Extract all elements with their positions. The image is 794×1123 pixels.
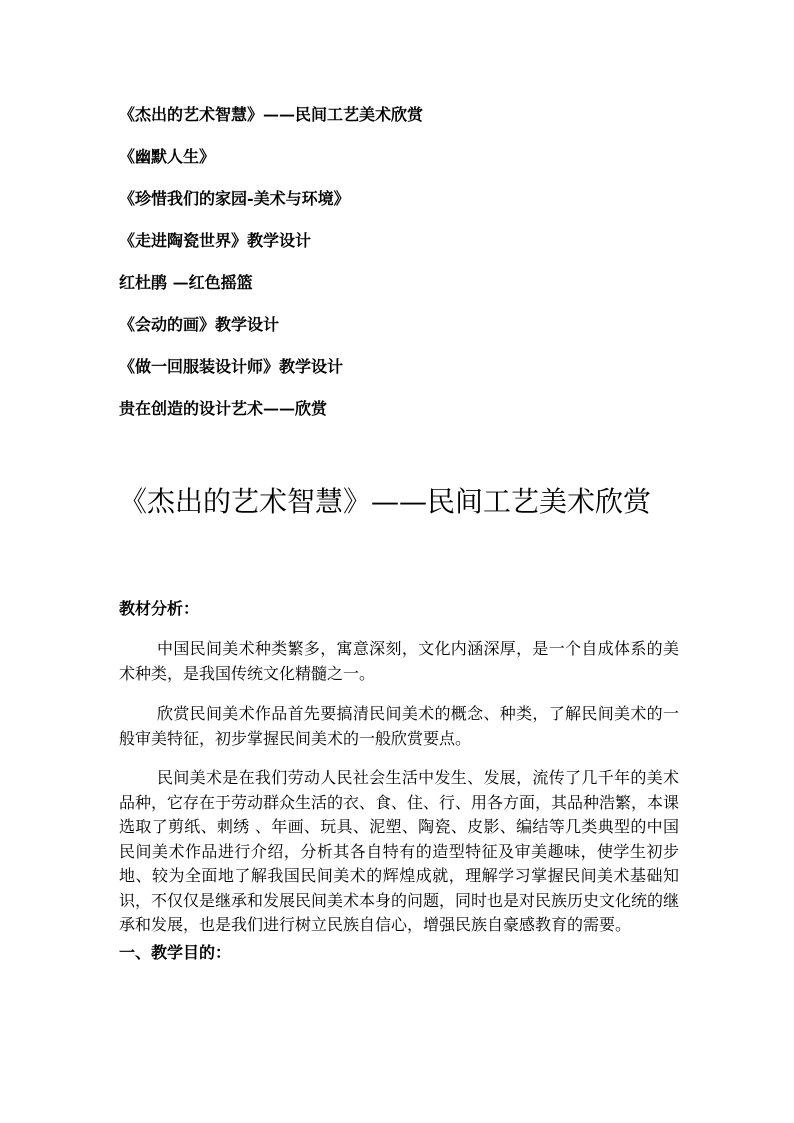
material-analysis-heading: 教材分析： [119,599,200,618]
teaching-goals-heading: 一、教学目的： [119,943,232,962]
toc-item[interactable]: 《珍惜我们的家园-美术与环境》 [119,189,350,208]
toc-item[interactable]: 《杰出的艺术智慧》——民间工艺美术欣赏 [119,105,424,124]
paragraph-1: 中国民间美术种类繁多，寓意深刻，文化内涵深厚，是一个自成体系的美术种类，是我国传统文化精髓之一。 [119,639,679,683]
article-title: 《杰出的艺术智慧》——民间工艺美术欣赏 [119,485,652,518]
table-of-contents [119,104,423,440]
toc-item[interactable]: 《幽默人生》 [119,147,216,166]
toc-item[interactable]: 红杜鹃 —红色摇篮 [119,273,253,292]
paragraph-3: 民间美术是在我们劳动人民社会生活中发生、发展，流传了几千年的美术品种，它存在于劳动群众生活的衣、食、住、行、用各方面，其品种浩繁，本课选取了剪纸、刺绣 、年画、玩具、泥塑、陶瓷、皮影、编结等几类典型的中国民间美术作品进行介绍，分析其各自特有的造型特征及审美趣味，使学生初步地、较为全面地了解我国民间美术的辉煌成就，理解学习掌握民间美术基础知识，不仅仅是继承和发展民间美术本身的问题，同时也是对民族历史文化统的继承和发展，也是我们进行树立民族自信心，增强民族自豪感教育的需要。 [119,768,680,934]
toc-item[interactable]: 《会动的画》教学设计 [119,315,280,334]
toc-item[interactable]: 贵在创造的设计艺术——欣赏 [119,399,328,418]
toc-item[interactable]: 《走进陶瓷世界》教学设计 [119,231,312,250]
paragraph-2: 欣赏民间美术作品首先要搞清民间美术的概念、种类，了解民间美术的一般审美特征，初步掌握民间美术的一般欣赏要点。 [119,704,679,748]
toc-item[interactable]: 《做一回服装设计师》教学设计 [119,357,344,376]
